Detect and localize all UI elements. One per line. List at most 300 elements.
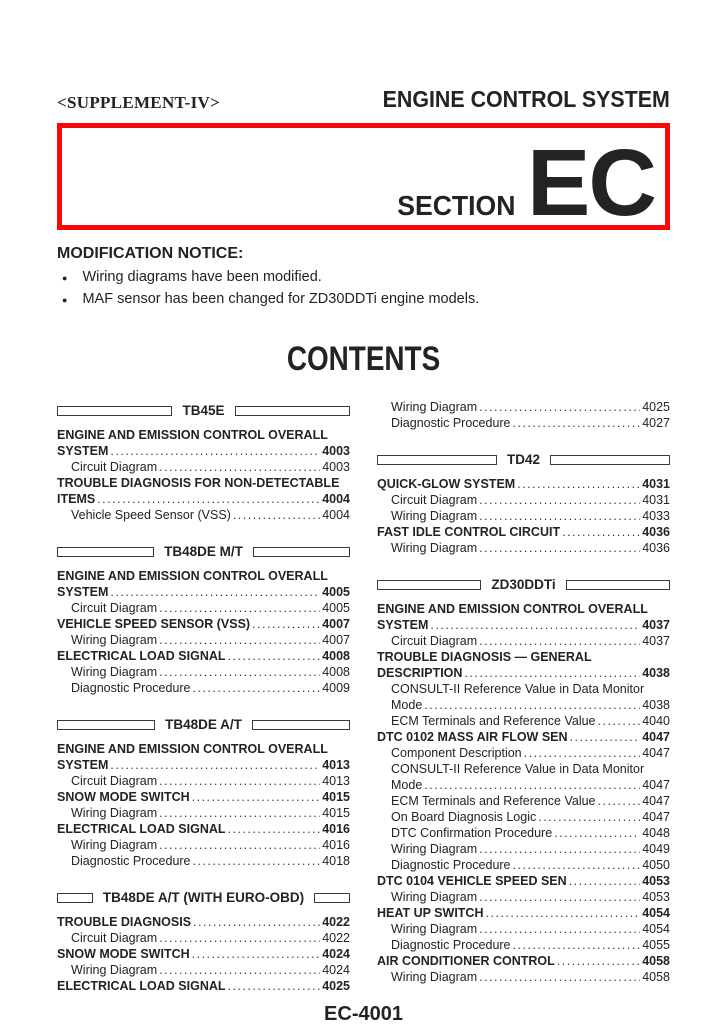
page-number: 4005 (322, 585, 350, 599)
dot-leader (97, 491, 320, 507)
dot-leader (192, 946, 321, 962)
page-number: 4004 (322, 492, 350, 506)
toc-entry-line (391, 713, 670, 729)
page-number: 4015 (322, 790, 350, 804)
entry-label: Diagnostic Procedure (391, 858, 511, 872)
toc-entry (57, 805, 350, 821)
toc-entry (57, 568, 350, 600)
entry-label: DESCRIPTION (377, 666, 463, 680)
toc-entry (377, 857, 670, 873)
toc-entry (377, 476, 670, 492)
entry-label: Diagnostic Procedure (71, 854, 191, 868)
contents-heading (57, 340, 670, 379)
page-number: 4054 (642, 922, 670, 936)
entry-label: Mode (391, 698, 423, 712)
dot-leader (479, 633, 640, 649)
header-rule-box (252, 720, 350, 730)
toc-entry (57, 789, 350, 805)
entry-label: Wiring Diagram (391, 970, 478, 984)
toc-entry-line (377, 476, 670, 492)
page-number: 4036 (642, 541, 670, 555)
dot-leader (464, 665, 640, 681)
toc-section (57, 403, 350, 523)
toc-entry-line (71, 837, 350, 853)
contents-title: CONTENTS (286, 340, 441, 378)
toc-column-right (377, 399, 670, 994)
toc-entry (377, 540, 670, 556)
page-number: 4058 (642, 970, 670, 984)
dot-leader (479, 540, 640, 556)
toc-entry-line (71, 853, 350, 869)
entry-label: Mode (391, 778, 423, 792)
toc-entry (377, 508, 670, 524)
page-number: 4038 (642, 666, 670, 680)
dot-leader (513, 415, 641, 431)
entry-label: Circuit Diagram (71, 460, 158, 474)
header-rule-box (57, 893, 93, 903)
entry-label: SYSTEM (57, 758, 109, 772)
toc-entry-line: CONSULT-II Reference Value in Data Monitor (391, 682, 645, 696)
toc-entry (57, 741, 350, 773)
toc-entry-line (391, 809, 670, 825)
entry-label: FAST IDLE CONTROL CIRCUIT (377, 525, 561, 539)
dot-leader (110, 443, 320, 459)
entry-label: ECM Terminals and Reference Value (391, 794, 596, 808)
toc-section (57, 890, 350, 994)
page-number: 4009 (322, 681, 350, 695)
dot-leader (485, 905, 640, 921)
toc-entry (377, 905, 670, 921)
toc-entry (377, 937, 670, 953)
page-number: 4022 (322, 915, 350, 929)
toc-entry-line (391, 841, 670, 857)
notice-title: MODIFICATION NOTICE: (57, 245, 244, 262)
section-title: TB48DE M/T (164, 544, 243, 559)
toc-entry-line (391, 492, 670, 508)
page-number: 4040 (642, 714, 670, 728)
toc-entry (377, 841, 670, 857)
page-number: 4047 (642, 746, 670, 760)
toc-entry-line: ENGINE AND EMISSION CONTROL OVERALL (57, 569, 328, 583)
section-header (377, 452, 670, 467)
page-number: 4050 (642, 858, 670, 872)
toc-entry-line (57, 648, 350, 664)
dot-leader (228, 648, 321, 664)
dot-leader (159, 600, 320, 616)
dot-leader (159, 930, 320, 946)
dot-leader (228, 978, 321, 994)
toc-entry-line (377, 905, 670, 921)
dot-leader (159, 837, 320, 853)
toc-entry-line (57, 584, 350, 600)
page-number: 4055 (642, 938, 670, 952)
page-number: 4004 (322, 508, 350, 522)
entry-label: Circuit Diagram (71, 931, 158, 945)
toc-section (57, 717, 350, 869)
page-number: 4015 (322, 806, 350, 820)
toc-entry (57, 427, 350, 459)
header-rule-box (314, 893, 350, 903)
page-number: 4024 (322, 947, 350, 961)
page-number: 4049 (642, 842, 670, 856)
entry-label: AIR CONDITIONER CONTROL (377, 954, 555, 968)
page-number: 4003 (322, 444, 350, 458)
toc-entry-line (57, 616, 350, 632)
entry-label: Wiring Diagram (71, 963, 158, 977)
toc-entry-line (377, 617, 670, 633)
toc-entry (377, 649, 670, 681)
toc-entry-line (71, 459, 350, 475)
toc-entry-line (391, 697, 670, 713)
dot-leader (479, 508, 640, 524)
toc-entry (377, 681, 670, 713)
dot-leader (598, 713, 641, 729)
entry-label: ECM Terminals and Reference Value (391, 714, 596, 728)
toc-entry-line (71, 664, 350, 680)
dot-leader (554, 825, 640, 841)
entry-label: Wiring Diagram (391, 842, 478, 856)
toc-entry (377, 633, 670, 649)
page-number: 4008 (322, 665, 350, 679)
page-number: 4037 (642, 618, 670, 632)
toc-entry (377, 761, 670, 793)
toc-entry (57, 962, 350, 978)
toc-entry (377, 399, 670, 415)
section-header (57, 544, 350, 559)
entry-label: SNOW MODE SWITCH (57, 790, 190, 804)
toc-entry (57, 837, 350, 853)
toc-entry (57, 821, 350, 837)
page-number: 4013 (322, 758, 350, 772)
page-number: 4008 (322, 649, 350, 663)
toc-entry-line (391, 969, 670, 985)
toc-entry (57, 853, 350, 869)
toc-entry (57, 930, 350, 946)
toc-entry (57, 914, 350, 930)
toc-entry-line (57, 443, 350, 459)
page-number: 4037 (642, 634, 670, 648)
dot-leader (159, 773, 320, 789)
entry-label: HEAT UP SWITCH (377, 906, 484, 920)
page-number: 4053 (642, 874, 670, 888)
dot-leader (513, 857, 641, 873)
toc-entry-line (377, 873, 670, 889)
entry-label: ITEMS (57, 492, 96, 506)
dot-leader (570, 729, 641, 745)
dot-leader (159, 805, 320, 821)
toc-entry-line (391, 508, 670, 524)
entry-label: Vehicle Speed Sensor (VSS) (71, 508, 231, 522)
entry-label: Wiring Diagram (391, 400, 478, 414)
toc-entry-line: ENGINE AND EMISSION CONTROL OVERALL (57, 742, 328, 756)
toc-entry-line (377, 729, 670, 745)
toc-entry-line (57, 789, 350, 805)
page-number: 4003 (322, 460, 350, 474)
entry-label: DTC Confirmation Procedure (391, 826, 553, 840)
entry-label: QUICK-GLOW SYSTEM (377, 477, 516, 491)
toc-entry-line (57, 946, 350, 962)
header-rule-box (57, 406, 172, 416)
entry-label: Diagnostic Procedure (71, 681, 191, 695)
toc-entry (57, 664, 350, 680)
dot-leader (159, 632, 320, 648)
toc-entry-line (71, 773, 350, 789)
header-rule-box (550, 455, 670, 465)
notice-bullet (57, 269, 670, 285)
supplement-label: <SUPPLEMENT-IV> (57, 93, 221, 112)
toc-entry (57, 616, 350, 632)
header-rule-box (57, 547, 154, 557)
page-footer (57, 1003, 670, 1026)
entry-label: ELECTRICAL LOAD SIGNAL (57, 822, 226, 836)
toc-section (377, 452, 670, 556)
dot-leader (193, 914, 320, 930)
entry-label: Component Description (391, 746, 522, 760)
toc-entry (377, 713, 670, 729)
dot-leader (193, 680, 321, 696)
dot-leader (524, 745, 641, 761)
entry-label: Circuit Diagram (71, 774, 158, 788)
page-number: 4058 (642, 954, 670, 968)
toc-entry (57, 946, 350, 962)
dot-leader (193, 853, 321, 869)
entry-label: DTC 0102 MASS AIR FLOW SEN (377, 730, 568, 744)
entry-label: SYSTEM (57, 444, 109, 458)
toc-entry (377, 953, 670, 969)
page-number: 4038 (642, 698, 670, 712)
toc-entry-line (71, 632, 350, 648)
entry-label: Wiring Diagram (391, 541, 478, 555)
entry-label: Circuit Diagram (391, 493, 478, 507)
entry-label: Wiring Diagram (71, 806, 158, 820)
toc-entry-line (391, 937, 670, 953)
toc-entry-line (391, 857, 670, 873)
page-number: 4007 (322, 617, 350, 631)
modification-notice (57, 245, 670, 307)
toc-entry-line: TROUBLE DIAGNOSIS FOR NON-DETECTABLE (57, 476, 340, 490)
section-title: ZD30DDTi (491, 577, 556, 592)
toc-entry-line (57, 914, 350, 930)
toc-entry (377, 729, 670, 745)
page-number: 4047 (642, 778, 670, 792)
entry-label: Circuit Diagram (391, 634, 478, 648)
header-rule-box (377, 580, 481, 590)
page-number: 4025 (642, 400, 670, 414)
section-title: TD42 (507, 452, 541, 467)
entry-label: On Board Diagnosis Logic (391, 810, 537, 824)
toc-entry (377, 524, 670, 540)
dot-leader (557, 953, 640, 969)
page-number: 4047 (642, 794, 670, 808)
toc-entry (57, 507, 350, 523)
toc-entry (377, 601, 670, 633)
dot-leader (479, 492, 640, 508)
toc-entry (377, 921, 670, 937)
dot-leader (192, 789, 321, 805)
dot-leader (562, 524, 640, 540)
toc-entry (57, 648, 350, 664)
dot-leader (159, 664, 320, 680)
entry-label: Diagnostic Procedure (391, 416, 511, 430)
section-label: SECTION (396, 190, 516, 221)
toc-column-left (57, 399, 350, 994)
toc-entry-line: CONSULT-II Reference Value in Data Monitor (391, 762, 645, 776)
section-header (57, 890, 350, 905)
toc-entry-line (377, 524, 670, 540)
toc-entry-line (71, 600, 350, 616)
dot-leader (233, 507, 320, 523)
toc-entry-line (391, 793, 670, 809)
header-rule-box (57, 720, 155, 730)
toc-entry-line: TROUBLE DIAGNOSIS — GENERAL (377, 650, 592, 664)
dot-leader (110, 584, 320, 600)
dot-leader (479, 889, 640, 905)
toc-entry-line (71, 930, 350, 946)
dot-leader (479, 399, 640, 415)
notice-bullet (57, 291, 670, 307)
page-number: 4054 (642, 906, 670, 920)
toc-entry-line: ENGINE AND EMISSION CONTROL OVERALL (57, 428, 328, 442)
page-number: 4016 (322, 822, 350, 836)
page-header (57, 86, 670, 113)
toc-entry (377, 825, 670, 841)
toc-section (57, 544, 350, 696)
dot-leader (252, 616, 320, 632)
toc-entry-line (391, 540, 670, 556)
entry-label: Wiring Diagram (391, 922, 478, 936)
toc-entry-line (71, 962, 350, 978)
page-number: 4047 (642, 730, 670, 744)
section-header (57, 403, 350, 418)
notice-bullet-text: Wiring diagrams have been modified. (82, 269, 322, 285)
dot-leader (479, 969, 640, 985)
toc-entry (377, 873, 670, 889)
dot-leader (517, 476, 640, 492)
entry-label: Wiring Diagram (71, 665, 158, 679)
dot-leader (424, 697, 640, 713)
entry-label: SYSTEM (377, 618, 429, 632)
section-code: EC (527, 130, 655, 236)
section-header (57, 717, 350, 732)
toc-entry-line (71, 805, 350, 821)
page-number: 4048 (642, 826, 670, 840)
toc-entry (57, 773, 350, 789)
page-number: 4022 (322, 931, 350, 945)
toc-entry-line (391, 745, 670, 761)
entry-label: Wiring Diagram (71, 633, 158, 647)
page-number: 4013 (322, 774, 350, 788)
bullet-icon: ● (62, 295, 68, 305)
toc-entry (377, 889, 670, 905)
dot-leader (110, 757, 320, 773)
toc-entry-line (391, 889, 670, 905)
toc-entry-line (57, 757, 350, 773)
section-title: TB48DE A/T (165, 717, 242, 732)
dot-leader (430, 617, 640, 633)
toc-entry-line (377, 665, 670, 681)
page-number: 4053 (642, 890, 670, 904)
dot-leader (598, 793, 641, 809)
entry-label: ELECTRICAL LOAD SIGNAL (57, 649, 226, 663)
dot-leader (479, 921, 640, 937)
entry-label: SYSTEM (57, 585, 109, 599)
entry-label: Wiring Diagram (391, 890, 478, 904)
toc-entry (377, 415, 670, 431)
page-number: 4016 (322, 838, 350, 852)
toc-entry (377, 793, 670, 809)
entry-label: ELECTRICAL LOAD SIGNAL (57, 979, 226, 993)
toc-entry (57, 600, 350, 616)
entry-label: TROUBLE DIAGNOSIS (57, 915, 192, 929)
entry-label: Diagnostic Procedure (391, 938, 511, 952)
toc-entry-line (57, 821, 350, 837)
page-number: 4047 (642, 810, 670, 824)
entry-label: Circuit Diagram (71, 601, 158, 615)
dot-leader (538, 809, 640, 825)
toc-entry (377, 492, 670, 508)
section-banner-text (391, 130, 655, 236)
toc-entry-line (391, 633, 670, 649)
entry-label: SNOW MODE SWITCH (57, 947, 190, 961)
page-number: 4024 (322, 963, 350, 977)
page-number: 4025 (322, 979, 350, 993)
header-rule-box (253, 547, 350, 557)
dot-leader (159, 459, 320, 475)
toc-section (377, 577, 670, 985)
toc-entry-line (391, 777, 670, 793)
table-of-contents (57, 399, 670, 994)
footer-page-number: EC-4001 (324, 1003, 403, 1025)
entry-label: DTC 0104 VEHICLE SPEED SEN (377, 874, 567, 888)
toc-entry-line (57, 978, 350, 994)
section-banner (57, 123, 670, 236)
page-number: 4005 (322, 601, 350, 615)
toc-entry (57, 475, 350, 507)
page-number: 4027 (642, 416, 670, 430)
toc-entry (377, 969, 670, 985)
toc-entry (57, 632, 350, 648)
toc-entry-line (71, 680, 350, 696)
dot-leader (228, 821, 321, 837)
page-number: 4031 (642, 477, 670, 491)
toc-entry-line (391, 415, 670, 431)
entry-label: Wiring Diagram (71, 838, 158, 852)
toc-entry-line (377, 953, 670, 969)
header-rule-box (235, 406, 350, 416)
entry-label: Wiring Diagram (391, 509, 478, 523)
dot-leader (424, 777, 640, 793)
section-header (377, 577, 670, 592)
document-title: ENGINE CONTROL SYSTEM (382, 86, 670, 112)
dot-leader (569, 873, 641, 889)
page-number: 4033 (642, 509, 670, 523)
dot-leader (479, 841, 640, 857)
toc-entry-line (391, 825, 670, 841)
page-number: 4007 (322, 633, 350, 647)
header-rule-box (377, 455, 497, 465)
bullet-icon: ● (62, 273, 68, 283)
dot-leader (513, 937, 641, 953)
toc-entry-line (391, 921, 670, 937)
toc-section (377, 399, 670, 431)
section-title: TB48DE A/T (WITH EURO-OBD) (102, 890, 305, 905)
toc-entry (377, 809, 670, 825)
page-number: 4018 (322, 854, 350, 868)
toc-entry-line (57, 491, 350, 507)
notice-bullet-text: MAF sensor has been changed for ZD30DDTi engine models. (82, 291, 480, 307)
toc-entry (57, 680, 350, 696)
section-title: TB45E (182, 403, 225, 418)
